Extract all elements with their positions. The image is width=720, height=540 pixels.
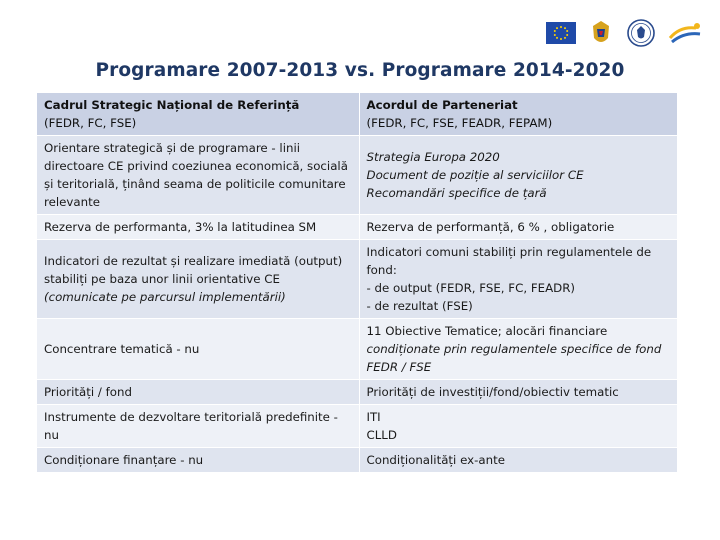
left-cell xyxy=(37,240,359,319)
right-cell xyxy=(359,240,677,319)
cell-line: Condiționalități ex-ante xyxy=(366,453,505,467)
right-cell xyxy=(359,215,677,240)
cell-line: Instrumente de dezvoltare teritorială predefinite - nu xyxy=(44,410,338,442)
cell-line: Priorități de investiții/fond/obiectiv tematic xyxy=(366,385,619,399)
left-cell xyxy=(37,215,359,240)
cell-line: Cadrul Strategic Național de Referință xyxy=(44,98,300,112)
cell-line: Orientare strategică și de programare - linii directoare CE privind coeziunea economică, socială și teritorială, ținând seama de politicile comunitare relevante xyxy=(44,141,348,209)
table-row xyxy=(37,380,677,405)
structural-funds-icon xyxy=(666,18,706,48)
cell-line: Acordul de Parteneriat xyxy=(366,98,518,112)
page-title: Programare 2007-2013 vs. Programare 2014-2020 xyxy=(95,60,625,81)
cell-line: Document de poziție al serviciilor CE xyxy=(366,168,584,182)
right-cell xyxy=(359,136,677,215)
government-seal-icon xyxy=(626,18,656,48)
cell-line: Strategia Europa 2020 xyxy=(366,150,500,164)
cell-line: CLLD xyxy=(366,428,397,442)
cell-line: Indicatori de rezultat și realizare imediată (output) stabiliți pe baza unor linii orientative CE xyxy=(44,254,343,286)
cell-line: condiționate prin regulamentele specifice de fond FEDR / FSE xyxy=(366,342,662,374)
left-cell xyxy=(37,380,359,405)
cell-line: Condiționare finanțare - nu xyxy=(44,453,204,467)
cell-line: Rezerva de performanta, 3% la latitudinea SM xyxy=(44,220,317,234)
left-cell xyxy=(37,319,359,380)
cell-line: Concentrare tematică - nu xyxy=(44,342,200,356)
table-row xyxy=(37,405,677,448)
cell-line: Recomandări specifice de țară xyxy=(366,186,547,200)
table-row xyxy=(37,240,677,319)
comparison-table xyxy=(37,93,677,473)
left-cell xyxy=(37,136,359,215)
left-cell xyxy=(37,93,359,136)
cell-line: ITI xyxy=(366,410,381,424)
left-cell xyxy=(37,448,359,473)
cell-line: Priorități / fond xyxy=(44,385,132,399)
cell-line: - de rezultat (FSE) xyxy=(366,299,473,313)
logo-bar xyxy=(546,18,706,48)
cell-line: Rezerva de performanță, 6 % , obligatorie xyxy=(366,220,615,234)
table-row xyxy=(37,93,677,136)
cell-line: - de output (FEDR, FSE, FC, FEADR) xyxy=(366,281,576,295)
cell-line: (FEDR, FC, FSE, FEADR, FEPAM) xyxy=(366,116,553,130)
table-row xyxy=(37,448,677,473)
left-cell xyxy=(37,405,359,448)
right-cell xyxy=(359,93,677,136)
right-cell xyxy=(359,405,677,448)
right-cell xyxy=(359,448,677,473)
table-row xyxy=(37,215,677,240)
table-row xyxy=(37,319,677,380)
cell-line: (FEDR, FC, FSE) xyxy=(44,116,137,130)
right-cell xyxy=(359,319,677,380)
table-row xyxy=(37,136,677,215)
eu-flag-icon xyxy=(546,22,576,44)
romania-coat-of-arms-icon xyxy=(586,18,616,48)
right-cell xyxy=(359,380,677,405)
cell-line: (comunicate pe parcursul implementării) xyxy=(44,290,286,304)
cell-line: Indicatori comuni stabiliți prin regulamentele de fond: xyxy=(366,245,652,277)
cell-line: 11 Obiective Tematice; alocări financiare xyxy=(366,324,608,338)
